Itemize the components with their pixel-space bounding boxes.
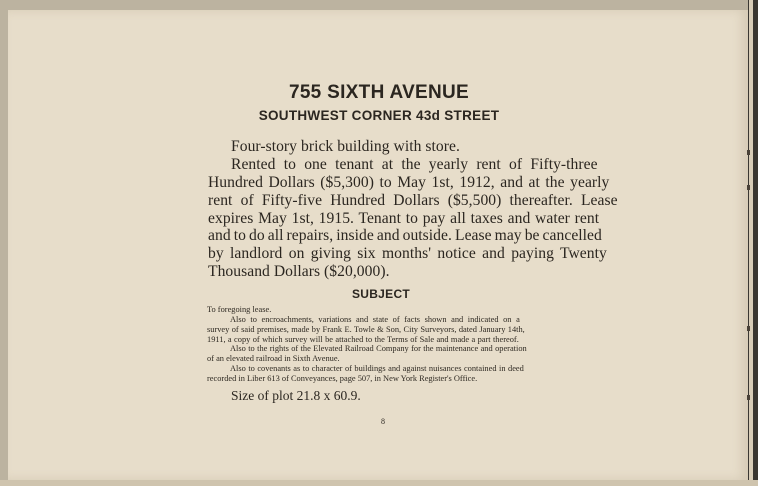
edge-mark	[747, 395, 750, 400]
description-line: rent of Fifty-five Hundred Dollars ($5,500) thereafter. Lease	[208, 192, 618, 209]
subject-line: 1911, a copy of which survey will be attached to the Terms of Sale and made a part thereof.	[207, 335, 519, 344]
edge-mark	[747, 326, 750, 331]
page-title: 755 SIXTH AVENUE	[288, 82, 470, 103]
subject-line: Also to covenants as to character of buildings and against nuisances contained in deed	[230, 364, 524, 373]
description-line: Four-story brick building with store.	[231, 138, 460, 155]
page-subtitle: SOUTHWEST CORNER 43d STREET	[258, 108, 500, 123]
description-line: by landlord on giving six months' notice and paying Twenty	[208, 245, 607, 262]
description-line: Thousand Dollars ($20,000).	[208, 263, 390, 280]
subject-line: of an elevated railroad in Sixth Avenue.	[207, 354, 340, 363]
description-line: and to do all repairs, inside and outside. Lease may be cancelled	[208, 227, 602, 244]
page-number: 8	[381, 417, 385, 426]
description-line: expires May 1st, 1915. Tenant to pay all taxes and water rent	[208, 210, 600, 227]
section-heading: SUBJECT	[351, 287, 411, 301]
plot-size: Size of plot 21.8 x 60.9.	[231, 388, 361, 403]
edge-mark	[747, 185, 750, 190]
subject-line: Also to encroachments, variations and state of facts shown and indicated on a	[230, 315, 520, 324]
binding-edge	[748, 0, 758, 486]
description-line: Hundred Dollars ($5,300) to May 1st, 1912, and at the yearly	[208, 174, 610, 191]
page-bottom-edge	[0, 480, 758, 486]
subject-line: Also to the rights of the Elevated Railroad Company for the maintenance and operation	[230, 344, 527, 353]
subject-line: survey of said premises, made by Frank E. Towle & Son, City Surveyors, dated January 14th,	[207, 325, 525, 334]
subject-line: To foregoing lease.	[207, 305, 272, 314]
subject-line: recorded in Liber 613 of Conveyances, page 507, in New York Register's Office.	[207, 374, 478, 383]
description-line: Rented to one tenant at the yearly rent of Fifty-three	[231, 156, 598, 173]
edge-mark	[747, 150, 750, 155]
